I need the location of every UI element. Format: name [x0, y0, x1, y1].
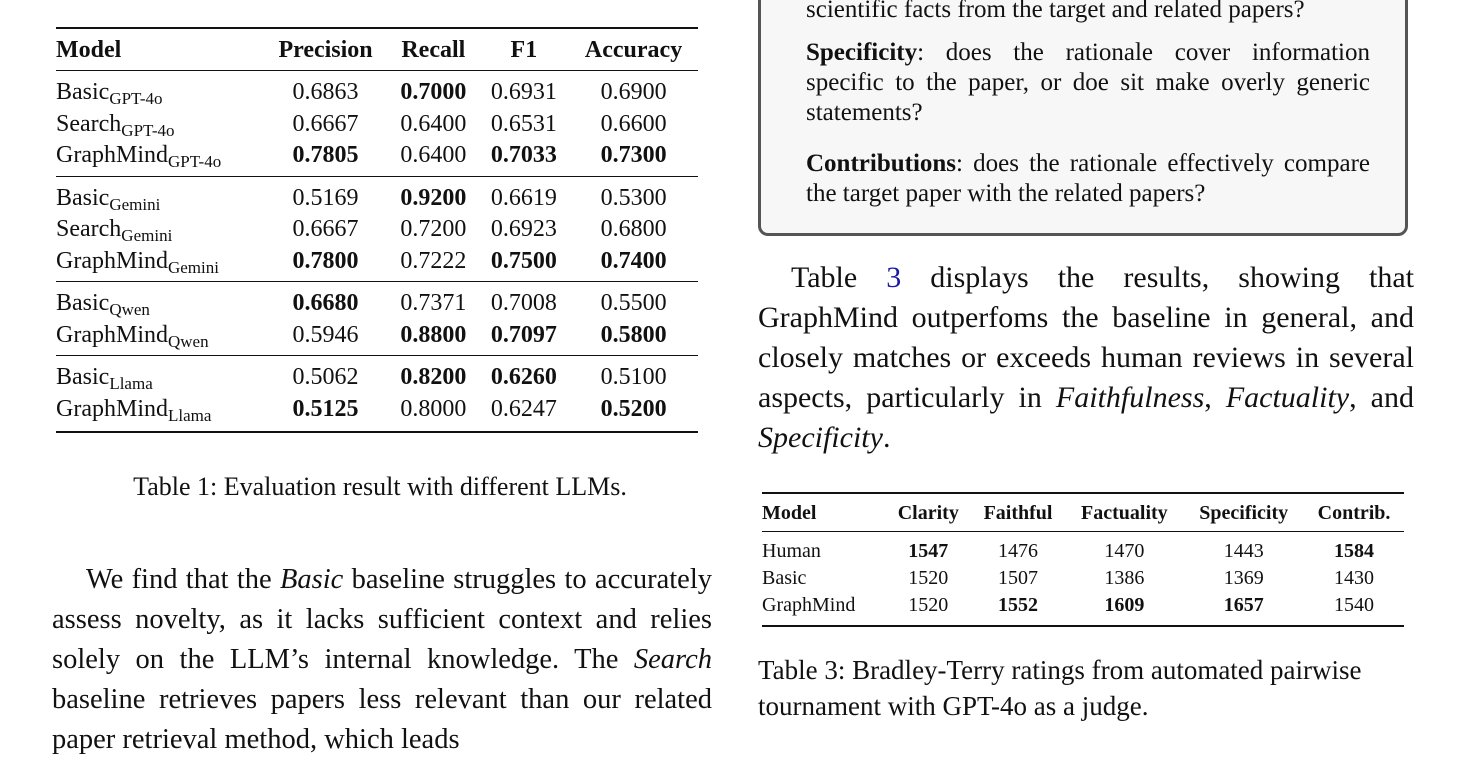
table-1-caption: Table 1: Evaluation result with different LLMs.: [133, 472, 627, 501]
factuality-cell: 1386: [1104, 567, 1145, 589]
precision-cell: 0.7805: [263, 140, 388, 176]
f1-cell: 0.7097: [479, 320, 570, 356]
model-name: Basic: [762, 567, 807, 589]
precision-cell: 0.5946: [263, 320, 388, 356]
table-3-reference-link[interactable]: 3: [886, 261, 902, 294]
table-row: [56, 394, 698, 433]
faithful-cell: 1476: [998, 540, 1039, 562]
f1-cell: 0.6931: [490, 79, 557, 106]
contrib-cell: 1584: [1334, 540, 1375, 562]
accuracy-cell: 0.5800: [569, 320, 698, 356]
precision-cell: 0.5125: [292, 395, 359, 422]
accuracy-cell: 0.5500: [600, 290, 667, 317]
table-row: [56, 356, 698, 394]
table-row: [762, 532, 1404, 566]
precision-cell: 0.5062: [292, 364, 359, 391]
precision-cell: 0.6863: [292, 79, 359, 106]
recall-cell: 0.6400: [388, 140, 479, 176]
table-3-header-row: [762, 493, 1404, 532]
table-row: [762, 565, 1404, 592]
faithful-cell: 1507: [998, 567, 1039, 589]
model-name: Search$_{GPT-4o}$: [56, 110, 175, 140]
accuracy-cell: 0.5300: [600, 184, 667, 211]
recall-cell: 0.6400: [400, 110, 467, 137]
model-name: GraphMind: [762, 594, 856, 616]
model-name: GraphMind$_{Gemini}$: [56, 246, 263, 282]
model-name: Basic$_{Qwen}$: [56, 290, 150, 320]
f1-cell: 0.6247: [490, 395, 557, 422]
accuracy-cell: 0.7400: [569, 246, 698, 282]
f1-cell: 0.7500: [479, 246, 570, 282]
specificity-cell: 1369: [1223, 567, 1264, 589]
model-name: Basic$_{Llama}$: [56, 364, 153, 394]
table-1: [56, 27, 698, 433]
criteria-box-top-line: scientific facts from the target and related papers?: [806, 0, 1305, 23]
precision-cell: 0.6667: [292, 110, 359, 137]
table-1-header-accuracy: Accuracy: [569, 28, 698, 71]
clarity-cell: 1520: [908, 567, 949, 589]
table-row: [56, 140, 698, 176]
model-name: Basic$_{Gemini}$: [56, 184, 161, 214]
specificity-cell: 1443: [1223, 540, 1264, 562]
factuality-cell: 1609: [1104, 594, 1145, 616]
table-3-header-factuality: Factuality: [1065, 493, 1183, 532]
accuracy-cell: 0.7300: [569, 140, 698, 176]
accuracy-cell: 0.6800: [600, 216, 667, 243]
f1-cell: 0.6260: [490, 364, 557, 391]
model-name: GraphMind$_{Qwen}$: [56, 320, 263, 356]
f1-cell: 0.6923: [490, 216, 557, 243]
recall-cell: 0.8800: [388, 320, 479, 356]
accuracy-cell: 0.5200: [600, 395, 667, 422]
criteria-box: [758, 0, 1408, 236]
table-row: [762, 592, 1404, 626]
table-1-header-f1: F1: [479, 28, 570, 71]
clarity-cell: 1547: [908, 540, 949, 562]
table-1-header-model: Model: [56, 28, 263, 71]
f1-cell: 0.7033: [479, 140, 570, 176]
recall-cell: 0.7200: [400, 216, 467, 243]
recall-cell: 0.8200: [400, 364, 467, 391]
recall-cell: 0.7222: [388, 246, 479, 282]
table-row: [56, 282, 698, 320]
model-name: GraphMind$_{GPT-4o}$: [56, 140, 263, 176]
right-body-paragraph: Table 3 displays the results, showing that GraphMind outperfoms the baseline in general, and closely matches or exceeds human reviews in several aspects, particularly in Faithfulness, Factuality, and Specificity.: [758, 261, 1414, 454]
model-name: GraphMind$_{Llama}$: [56, 395, 212, 425]
accuracy-cell: 0.5100: [600, 364, 667, 391]
accuracy-cell: 0.6600: [600, 110, 667, 137]
contrib-cell: 1540: [1334, 594, 1375, 616]
precision-cell: 0.5169: [292, 184, 359, 211]
table-3-caption: Table 3: Bradley-Terry ratings from automated pairwise tournament with GPT-4o as a judge.: [758, 655, 1362, 721]
table-1-header-recall: Recall: [388, 28, 479, 71]
recall-cell: 0.9200: [400, 184, 467, 211]
f1-cell: 0.6619: [490, 184, 557, 211]
table-3-header-specificity: Specificity: [1183, 493, 1304, 532]
table-3-header-faithful: Faithful: [971, 493, 1066, 532]
recall-cell: 0.8000: [400, 395, 467, 422]
table-1-header-precision: Precision: [263, 28, 388, 71]
f1-cell: 0.6531: [490, 110, 557, 137]
criteria-specificity: Specificity: does the rationale cover information specific to the paper, or doe sit make overly generic statements?: [806, 39, 1370, 126]
contrib-cell: 1430: [1334, 567, 1375, 589]
precision-cell: 0.7800: [263, 246, 388, 282]
precision-cell: 0.6680: [292, 290, 359, 317]
table-3-header-contrib: Contrib.: [1304, 493, 1404, 532]
table-3-header-model: Model: [762, 493, 886, 532]
table-row: [56, 176, 698, 214]
model-name: Basic$_{GPT-4o}$: [56, 79, 163, 109]
table-row: [56, 109, 698, 141]
model-name: Search$_{Gemini}$: [56, 216, 173, 246]
precision-cell: 0.6667: [292, 216, 359, 243]
left-body-paragraph: We find that the Basic baseline struggles to accurately assess novelty, as it lacks sufficient context and relies solely on the LLM’s internal knowledge. The Search baseline retrieves papers less relevant than our related paper retrieval method, which leads: [52, 564, 712, 755]
specificity-cell: 1657: [1223, 594, 1264, 616]
table-row: [56, 71, 698, 109]
factuality-cell: 1470: [1104, 540, 1145, 562]
table-row: [56, 246, 698, 282]
table-row: [56, 320, 698, 356]
table-row: [56, 214, 698, 246]
faithful-cell: 1552: [998, 594, 1039, 616]
model-name: Human: [762, 540, 821, 562]
f1-cell: 0.7008: [490, 290, 557, 317]
clarity-cell: 1520: [908, 594, 949, 616]
table-3: [762, 492, 1404, 627]
table-3-header-clarity: Clarity: [886, 493, 971, 532]
accuracy-cell: 0.6900: [600, 79, 667, 106]
recall-cell: 0.7371: [400, 290, 467, 317]
criteria-contributions: Contributions: does the rationale effectively compare the target paper with the related papers?: [806, 150, 1370, 207]
recall-cell: 0.7000: [400, 79, 467, 106]
table-1-header-row: [56, 28, 698, 71]
